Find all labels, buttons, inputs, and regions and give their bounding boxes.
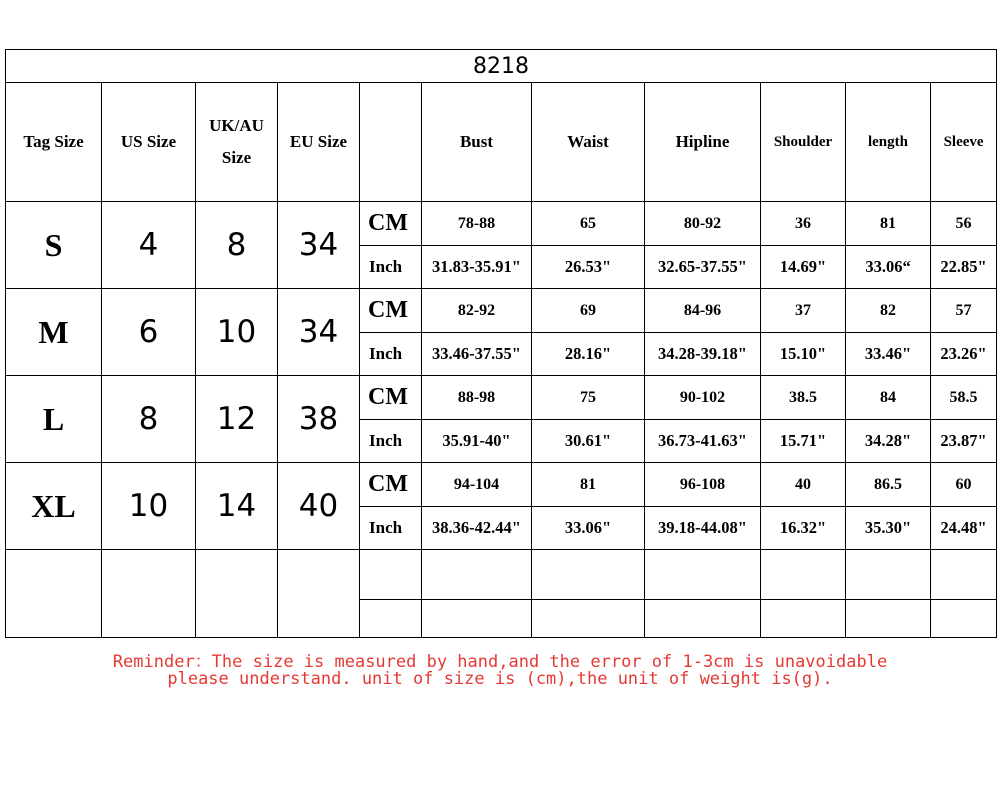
header-unit	[360, 83, 422, 202]
hipline-inch-cell: 36.73-41.63"	[645, 420, 761, 463]
sleeve-inch-cell: 23.87"	[931, 420, 997, 463]
waist-cm-cell: 81	[532, 463, 645, 507]
shoulder-cm-cell: 37	[761, 289, 846, 333]
header-uk-au-line2: Size	[221, 148, 252, 167]
reminder-line-1: Reminder：The size is measured by hand,and the error of 1-3cm is unavoidable	[112, 652, 888, 672]
us-size-cell: 4	[102, 202, 196, 289]
eu-size-cell: 38	[278, 376, 360, 463]
header-length: length	[846, 83, 931, 202]
blank-cell	[102, 550, 196, 638]
blank-cell	[360, 550, 422, 600]
hipline-inch-cell: 39.18-44.08"	[645, 507, 761, 550]
eu-size-cell: 40	[278, 463, 360, 550]
header-tag-size: Tag Size	[6, 83, 102, 202]
reminder-line-2: please understand. unit of size is (cm),the unit of weight is(g).	[167, 669, 833, 689]
bust-cm-cell: 94-104	[422, 463, 532, 507]
length-cm-cell: 84	[846, 376, 931, 420]
header-sleeve: Sleeve	[931, 83, 997, 202]
eu-size-cell: 34	[278, 202, 360, 289]
sleeve-cm-cell: 58.5	[931, 376, 997, 420]
waist-cm-cell: 75	[532, 376, 645, 420]
bust-inch-cell: 38.36-42.44"	[422, 507, 532, 550]
length-cm-cell: 86.5	[846, 463, 931, 507]
waist-inch-cell: 33.06"	[532, 507, 645, 550]
tag-size-cell: L	[6, 376, 102, 463]
length-inch-cell: 34.28"	[846, 420, 931, 463]
sleeve-inch-cell: 23.26"	[931, 333, 997, 376]
waist-cm-cell: 65	[532, 202, 645, 246]
length-inch-cell: 35.30"	[846, 507, 931, 550]
length-inch-cell: 33.06“	[846, 246, 931, 289]
sleeve-cm-cell: 56	[931, 202, 997, 246]
bust-inch-cell: 33.46-37.55"	[422, 333, 532, 376]
size-table	[5, 49, 997, 638]
blank-cell	[645, 600, 761, 638]
reminder-note	[0, 654, 1000, 688]
bust-inch-cell: 35.91-40"	[422, 420, 532, 463]
header-row	[6, 83, 997, 202]
blank-cell	[645, 550, 761, 600]
hipline-inch-cell: 32.65-37.55"	[645, 246, 761, 289]
header-us-size: US Size	[102, 83, 196, 202]
unit-cm-label: CM	[360, 202, 422, 246]
length-inch-cell: 33.46"	[846, 333, 931, 376]
hipline-inch-cell: 34.28-39.18"	[645, 333, 761, 376]
unit-cm-label: CM	[360, 463, 422, 507]
unit-inch-label: Inch	[360, 333, 422, 376]
waist-cm-cell: 69	[532, 289, 645, 333]
eu-size-cell: 34	[278, 289, 360, 376]
sleeve-cm-cell: 60	[931, 463, 997, 507]
hipline-cm-cell: 90-102	[645, 376, 761, 420]
unit-inch-label: Inch	[360, 507, 422, 550]
blank-cell	[6, 550, 102, 638]
size-row-cm	[6, 289, 997, 333]
unit-inch-label: Inch	[360, 420, 422, 463]
header-eu-size: EU Size	[278, 83, 360, 202]
us-size-cell: 6	[102, 289, 196, 376]
blank-cell	[532, 600, 645, 638]
uk-au-size-cell: 12	[196, 376, 278, 463]
title-row	[6, 50, 997, 83]
bust-cm-cell: 78-88	[422, 202, 532, 246]
table-title: 8218	[6, 50, 997, 83]
hipline-cm-cell: 84-96	[645, 289, 761, 333]
blank-cell	[846, 600, 931, 638]
waist-inch-cell: 28.16"	[532, 333, 645, 376]
bust-cm-cell: 88-98	[422, 376, 532, 420]
shoulder-inch-cell: 14.69"	[761, 246, 846, 289]
header-uk-au-line1: UK/AU	[209, 116, 264, 135]
bust-inch-cell: 31.83-35.91"	[422, 246, 532, 289]
us-size-cell: 8	[102, 376, 196, 463]
shoulder-inch-cell: 15.10"	[761, 333, 846, 376]
tag-size-cell: XL	[6, 463, 102, 550]
tag-size-cell: M	[6, 289, 102, 376]
blank-cell	[360, 600, 422, 638]
waist-inch-cell: 30.61"	[532, 420, 645, 463]
blank-cell	[422, 600, 532, 638]
header-bust: Bust	[422, 83, 532, 202]
size-row-cm	[6, 202, 997, 246]
shoulder-cm-cell: 38.5	[761, 376, 846, 420]
shoulder-inch-cell: 16.32"	[761, 507, 846, 550]
header-uk-au-size	[196, 83, 278, 202]
blank-cell	[931, 550, 997, 600]
length-cm-cell: 82	[846, 289, 931, 333]
sleeve-inch-cell: 22.85"	[931, 246, 997, 289]
uk-au-size-cell: 8	[196, 202, 278, 289]
blank-cell	[196, 550, 278, 638]
hipline-cm-cell: 80-92	[645, 202, 761, 246]
size-chart	[5, 49, 996, 638]
uk-au-size-cell: 10	[196, 289, 278, 376]
header-hipline: Hipline	[645, 83, 761, 202]
blank-cell	[761, 550, 846, 600]
unit-inch-label: Inch	[360, 246, 422, 289]
hipline-cm-cell: 96-108	[645, 463, 761, 507]
sleeve-cm-cell: 57	[931, 289, 997, 333]
unit-cm-label: CM	[360, 376, 422, 420]
header-waist: Waist	[532, 83, 645, 202]
waist-inch-cell: 26.53"	[532, 246, 645, 289]
blank-cell	[761, 600, 846, 638]
shoulder-cm-cell: 36	[761, 202, 846, 246]
us-size-cell: 10	[102, 463, 196, 550]
unit-cm-label: CM	[360, 289, 422, 333]
bust-cm-cell: 82-92	[422, 289, 532, 333]
length-cm-cell: 81	[846, 202, 931, 246]
blank-cell	[278, 550, 360, 638]
blank-cell	[532, 550, 645, 600]
sleeve-inch-cell: 24.48"	[931, 507, 997, 550]
shoulder-inch-cell: 15.71"	[761, 420, 846, 463]
size-row-cm	[6, 463, 997, 507]
shoulder-cm-cell: 40	[761, 463, 846, 507]
tag-size-cell: S	[6, 202, 102, 289]
blank-row	[6, 550, 997, 600]
blank-cell	[846, 550, 931, 600]
uk-au-size-cell: 14	[196, 463, 278, 550]
size-row-cm	[6, 376, 997, 420]
blank-cell	[931, 600, 997, 638]
header-shoulder: Shoulder	[761, 83, 846, 202]
blank-cell	[422, 550, 532, 600]
